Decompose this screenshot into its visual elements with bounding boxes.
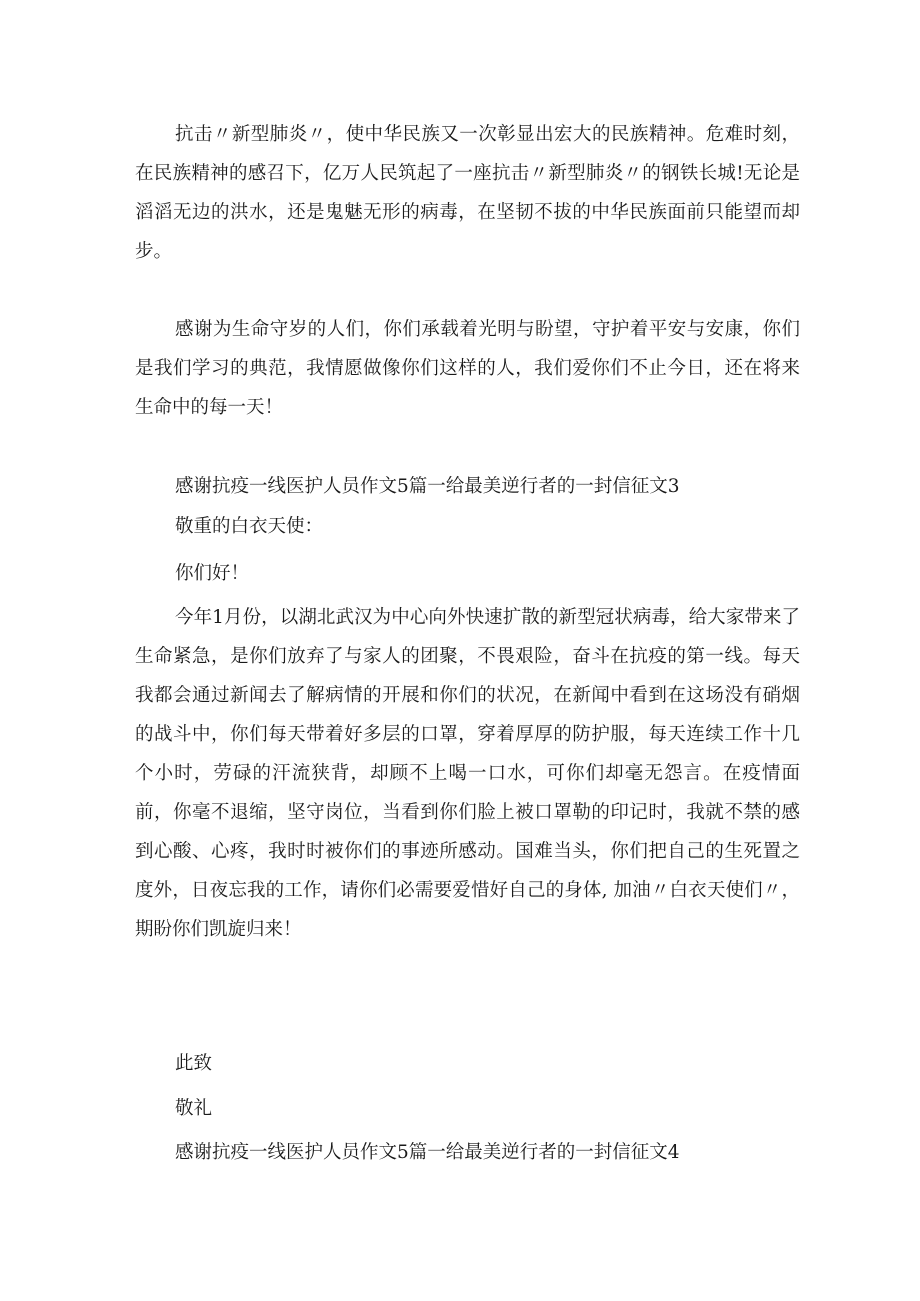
- paragraph-fight-pneumonia: 抗击〃新型肺炎〃，使中华民族又一次彰显出宏大的民族精神。危难时刻，在民族精神的感召下，亿万人民筑起了一座抗击〃新型肺炎〃的钢铁长城!无论是滔滔无边的洪水，还是鬼魅无形的病毒，在坚韧不拔的中华民族面前只能望而却步。: [135, 124, 800, 262]
- section-heading-3: 感谢抗疫一线医护人员作文5篇一给最美逆行者的一封信征文3: [175, 476, 680, 497]
- section-heading-4: 感谢抗疫一线医护人员作文5篇一给最美逆行者的一封信征文4: [175, 1142, 680, 1163]
- paragraph-thanks-guardians: 感谢为生命守岁的人们，你们承载着光明与盼望，守护着平安与安康，你们是我们学习的典范，我情愿做像你们这样的人，我们爱你们不止今日，还在将来生命中的每一天！: [135, 319, 800, 418]
- letter-salutation: 敬重的白衣天使：: [175, 516, 324, 537]
- letter-greeting: 你们好！: [175, 563, 250, 584]
- paragraph-letter-body: 今年1月份，以湖北武汉为中心向外快速扩散的新型冠状病毒，给大家带来了生命紧急，是你们放弃了与家人的团聚，不畏艰险，奋斗在抗疫的第一线。每天我都会通过新闻去了解病情的开展和你们的状况，在新闻中看到在这场没有硝烟的战斗中，你们每天带着好多层的口罩，穿着厚厚的防护服，每天连续工作十几个小时，劳碌的汗流狭背，却顾不上喝一口水，可你们却毫无怨言。在疫情面前，你毫不退缩，坚守岗位，当看到你们脸上被口罩勒的印记时，我就不禁的感到心酸、心疼，我时时被你们的事迹所感动。国难当头，你们把自己的生死置之度外，日夜忘我的工作，请你们必需要爱惜好自己的身体, 加油〃白衣天使们〃，期盼你们凯旋归来！: [135, 607, 800, 940]
- letter-closing-cizhi: 此致: [175, 1053, 213, 1074]
- letter-closing-jingli: 敬礼: [175, 1098, 213, 1119]
